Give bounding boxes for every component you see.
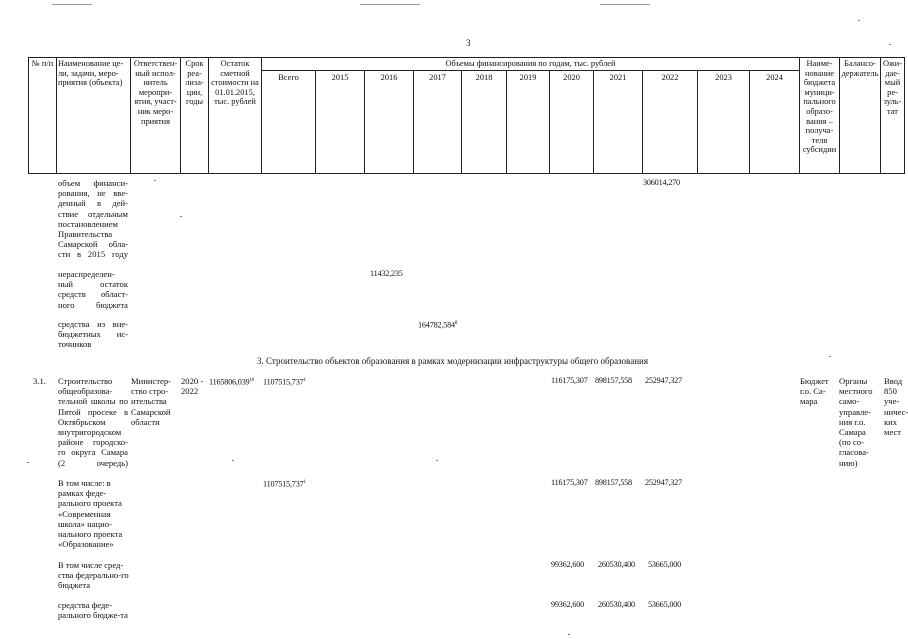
item-name: Строительство общеобразова-тельной школы по Пятой просеке в Октябрьском внутригородском районе городско-го округа Самара (2 очередь)	[58, 376, 128, 468]
incl3-value-2020: 99362,600	[551, 600, 584, 609]
header-funding-title: Объемы финансирования по годам, тыс. рублей	[445, 59, 616, 68]
scan-artifact	[154, 180, 156, 181]
cell-value-2022: 306014,270	[643, 178, 680, 187]
item-holder: Органы местного само-управле-ния г.о. Самара (по со-гласова-нию)	[839, 376, 873, 468]
item-budget: Бюджет г.о. Са-мара	[800, 376, 829, 407]
incl3-value-2022: 53665,000	[648, 600, 681, 609]
incl1-value-2022: 252947,327	[645, 478, 682, 487]
scan-artifact	[600, 4, 650, 5]
header-year: 2019	[519, 73, 537, 82]
incl1-total: 1107515,737$^1$	[263, 479, 306, 489]
row-extrabudgetary: средства из вне-бюджетных ис-точников	[58, 319, 128, 350]
page-number: 3	[466, 38, 471, 48]
header-total: Всего	[278, 73, 299, 82]
header-year: 2024	[766, 73, 783, 82]
header-remaining: Остаток сметной стоимости на 01.01.2015, тыс. рублей	[211, 59, 259, 107]
incl2-value-2020: 99362,600	[551, 560, 584, 569]
incl1-value-2021: 898157,558	[595, 478, 632, 487]
header-year: 2022	[661, 73, 679, 82]
header-expected: Ожи-дае-мый ре-зуль-тат	[882, 59, 903, 116]
header-term: Срок реа-лиза-ции, годы	[185, 59, 204, 107]
cell-value-2017: 164782,584$^8$	[418, 320, 458, 330]
scan-artifact	[829, 356, 831, 357]
item-value-2020: 116175,307	[551, 376, 588, 385]
header-holder: Балансо-держатель	[841, 59, 879, 78]
scan-artifact	[232, 460, 234, 461]
row-including-federal-project: В том числе: в рамках феде-рального проекта «Современная школа» нацио-нального проекта «Образование»	[58, 478, 123, 550]
row-regional-remainder: нераспределен-ный остаток средств област-ного бюджета	[58, 269, 128, 310]
scan-artifact	[52, 4, 92, 5]
scan-artifact	[360, 4, 420, 5]
incl3-value-2021: 260530,400	[598, 600, 635, 609]
incl1-value-2020: 116175,307	[551, 478, 588, 487]
header-name: Наименование це-ли, задачи, меро-приятия (объекта)	[58, 59, 124, 88]
incl2-value-2022: 53665,000	[648, 560, 681, 569]
row-federal-budget-funds: средства феде-рального бюдже-та	[58, 600, 128, 621]
scan-artifact	[889, 44, 891, 45]
header-year: 2021	[609, 73, 627, 82]
cell-value-2016: 11432,235	[370, 269, 403, 278]
item-value-2022: 252947,327	[645, 376, 682, 385]
scan-artifact	[568, 634, 570, 635]
item-responsible: Министер-ство стро-ительства Самарской области	[131, 376, 171, 427]
header-year: 2020	[563, 73, 580, 82]
item-term: 2020 - 2022	[181, 376, 204, 397]
section-title: 3. Строительство объектов образования в рамках модернизации инфраструктуры общего образования	[257, 356, 648, 366]
scan-artifact	[858, 20, 860, 21]
scan-artifact	[180, 216, 182, 217]
row-unallocated-funding: объем финанси-рования, не вве-денный в дей-ствие отдельным постановлением Правительства Самарской обла-сти в 2015 году	[58, 178, 128, 260]
header-no: № п/п	[31, 59, 54, 68]
header-budget-name: Наиме-нование бюджета муници-пального образо-вания – получа-теля субсидии	[802, 59, 837, 155]
incl2-value-2021: 260530,400	[598, 560, 635, 569]
header-year: 2017	[429, 73, 446, 82]
item-total: 1107515,737$^1$	[263, 377, 306, 387]
item-remaining: 1165806,039$^{10}$	[209, 377, 255, 387]
scan-artifact	[436, 460, 438, 461]
item-expected: Ввод 850 уче-ничес-ких мест	[884, 376, 908, 438]
item-value-2021: 898157,558	[595, 376, 632, 385]
header-year: 2023	[715, 73, 732, 82]
item-number: 3.1.	[33, 376, 46, 386]
header-year: 2016	[380, 73, 398, 82]
header-year: 2015	[331, 73, 349, 82]
row-including-federal-budget: В том числе сред-ства федерально-го бюджета	[58, 560, 129, 591]
header-year: 2018	[475, 73, 493, 82]
header-responsible: Ответствен-ный испол-нитель меропри-ятия, участ-ник меро-приятия	[133, 59, 178, 126]
scan-artifact	[27, 462, 29, 463]
